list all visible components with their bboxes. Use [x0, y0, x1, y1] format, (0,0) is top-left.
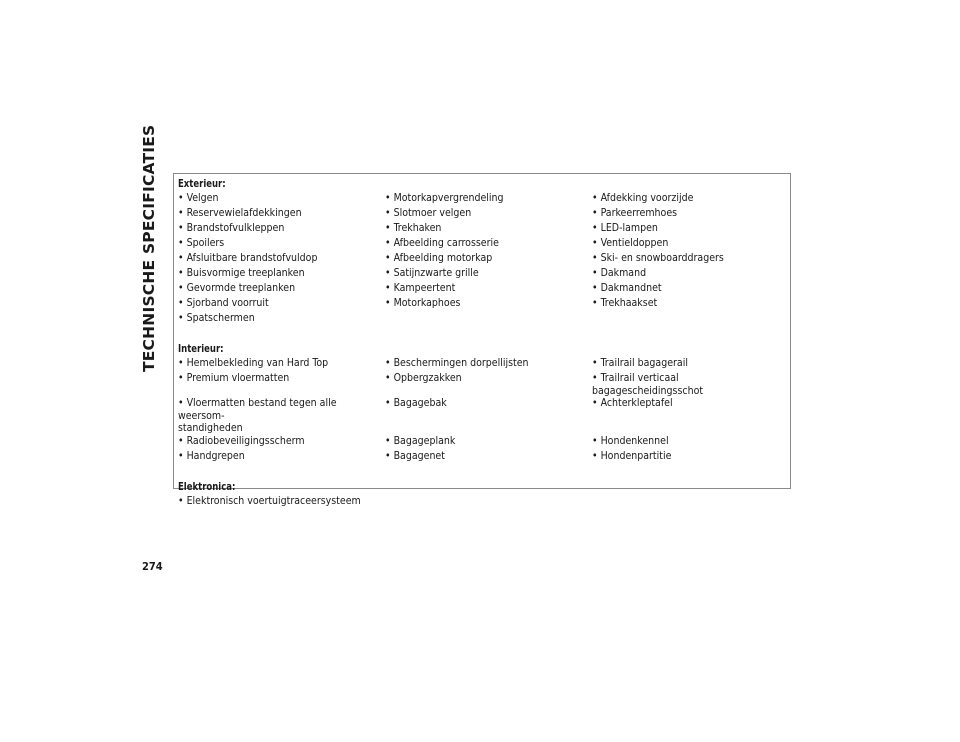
list-item: • Slotmoer velgen: [385, 207, 472, 219]
list-item: • Beschermingen dorpellijsten: [385, 357, 529, 369]
accessories-table: [173, 173, 791, 507]
list-item: • Premium vloermatten: [178, 372, 290, 384]
list-item: • Afbeelding carrosserie: [385, 237, 499, 249]
side-section-title-text: TECHNISCHE SPECIFICATIES: [140, 124, 158, 372]
list-item: • Opbergzakken: [385, 372, 462, 384]
table-row: [178, 282, 786, 297]
list-item: • Spoilers: [178, 237, 225, 249]
table-row: [178, 397, 786, 435]
list-item: • Bagageplank: [385, 434, 456, 447]
list-item: • Elektronisch voertuigtraceersysteem: [178, 494, 361, 507]
table-row: [178, 267, 786, 282]
table-row: [178, 222, 786, 237]
list-item: • Afsluitbare brandstofvuldop: [178, 252, 318, 264]
list-item: • Trekhaakset: [592, 297, 658, 309]
list-item: • Trailrail bagagerail: [592, 357, 688, 369]
list-item: • Hemelbekleding van Hard Top: [178, 357, 329, 369]
list-item: • Radiobeveiligingsscherm: [178, 434, 305, 447]
list-item: • Velgen: [178, 192, 219, 204]
list-item: • Motorkapvergrendeling: [385, 192, 504, 204]
table-row: [178, 312, 786, 327]
accessories-table-content: [178, 177, 786, 510]
table-row: [178, 207, 786, 222]
list-item: • Achterkleptafel: [592, 397, 673, 409]
list-item: • Buisvormige treeplanken: [178, 267, 305, 279]
section-heading-exterior: Exterieur:: [178, 178, 226, 190]
table-row: [178, 357, 786, 372]
list-item: • Parkeerremhoes: [592, 207, 678, 219]
list-item: • Brandstofvulkleppen: [178, 222, 285, 234]
list-item: • Reservewielafdekkingen: [178, 207, 302, 219]
list-item: • Dakmand: [592, 267, 647, 279]
table-row: [178, 372, 786, 397]
list-item: • Kampeertent: [385, 282, 456, 294]
list-item: • Dakmandnet: [592, 282, 662, 294]
list-item: [592, 495, 788, 510]
list-item: • Hondenpartitie: [592, 449, 672, 462]
list-item: • Sjorband voorruit: [178, 297, 269, 309]
list-item: • Motorkaphoes: [385, 297, 461, 309]
list-item: • Handgrepen: [178, 449, 245, 462]
table-row: [178, 495, 786, 510]
table-row: [178, 237, 786, 252]
table-row: [178, 252, 786, 267]
list-item: • Afbeelding motorkap: [385, 252, 493, 264]
list-item: • Spatschermen: [178, 312, 255, 324]
section-spacer: [178, 327, 786, 342]
page-number: 274: [142, 560, 163, 573]
table-row: [178, 297, 786, 312]
list-item: [385, 495, 592, 510]
list-item: • Afdekking voorzijde: [592, 192, 694, 204]
list-item: • Trekhaken: [385, 222, 442, 234]
section-spacer: [178, 465, 786, 480]
list-item: • Vloermatten bestand tegen alle weersom- standigheden: [178, 397, 337, 434]
list-item: • Bagagenet: [385, 449, 445, 462]
list-item: • Bagagebak: [385, 397, 447, 409]
list-item: • Ventieldoppen: [592, 237, 669, 249]
table-row: [178, 435, 786, 450]
section-heading-electronics: Elektronica:: [178, 480, 236, 493]
list-item: [592, 312, 788, 327]
list-item: • Trailrail verticaal bagagescheidingsschot: [592, 372, 704, 397]
list-item: • Gevormde treeplanken: [178, 282, 296, 294]
list-item: • Ski- en snowboarddragers: [592, 252, 724, 264]
list-item: • Satijnzwarte grille: [385, 267, 479, 279]
list-item: • LED-lampen: [592, 222, 658, 234]
section-heading-interior: Interieur:: [178, 343, 224, 355]
table-row: [178, 192, 786, 207]
list-item: • Hondenkennel: [592, 434, 669, 447]
table-row: [178, 450, 786, 465]
list-item: [385, 312, 592, 327]
